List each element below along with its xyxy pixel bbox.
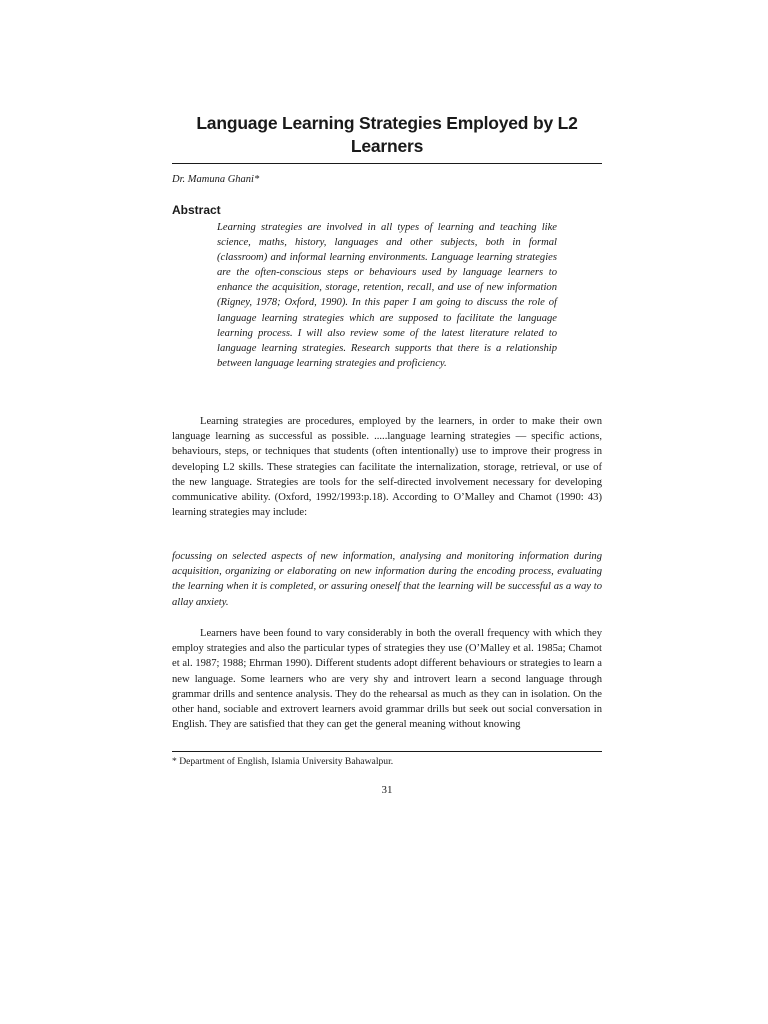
page-number: 31 xyxy=(381,784,393,796)
block-quote: focussing on selected aspects of new information, analysing and monitoring information during acquisition, organizing or elaborating on new information during the encoding process, evaluating the learning when it is completed, or assuring oneself that the learning will be successful as a way to allay anxiety. xyxy=(172,551,602,608)
footnote-divider xyxy=(172,751,602,752)
abstract-heading: Abstract xyxy=(172,203,221,217)
abstract-text: Learning strategies are involved in all types of learning and teaching like science, maths, history, languages and other subjects, both in formal (classroom) and informal learning environments. Language learning strategies are the often-conscious steps or behaviours used by language learners to enhance the acquisition, storage, retention, recall, and use of new information (Rigney, 1978; Oxford, 1990). In this paper I am going to discuss the role of language learning strategies which are supposed to facilitate the language learning process. I will also review some of the latest literature related to language learning strategies. Research supports that there is a relationship between language learning strategies and proficiency. xyxy=(217,222,557,369)
body-paragraph-1: Learning strategies are procedures, employed by the learners, in order to make their own language learning as successful as possible. .....language learning strategies — specific actions, behaviours, steps, or techniques that students (often intentionally) use to improve their progress in developing L2 skills. These strategies can facilitate the internalization, storage, retrieval, or use of the new language. Strategies are tools for the self-directed involvement necessary for developing communicative ability. (Oxford, 1992/1993:p.18). According to O’Malley and Chamot (1990: 43) learning strategies may include: xyxy=(172,416,602,519)
paper-title: Language Learning Strategies Employed by L2 Learners xyxy=(196,113,578,156)
footnote: * Department of English, Islamia University Bahawalpur. xyxy=(172,756,394,767)
body-paragraph-2: Learners have been found to vary considerably in both the overall frequency with which they employ strategies and also the particular types of strategies they use (O’Malley et al. 1985a; Chamot et al. 1987; 1988; Ehrman 1990). Different students adopt different behaviours or strategies to learn a new language. Some learners who are very shy and introvert learn a second language through grammar drills and sentence analysis. They do the rehearsal as much as they can in isolation. On the other hand, sociable and extrovert learners avoid grammar drills but seek out social conversation in English. They are satisfied that they can get the general meaning without knowing xyxy=(172,628,602,731)
author-name: Dr. Mamuna Ghani* xyxy=(172,174,260,185)
title-divider xyxy=(172,163,602,164)
